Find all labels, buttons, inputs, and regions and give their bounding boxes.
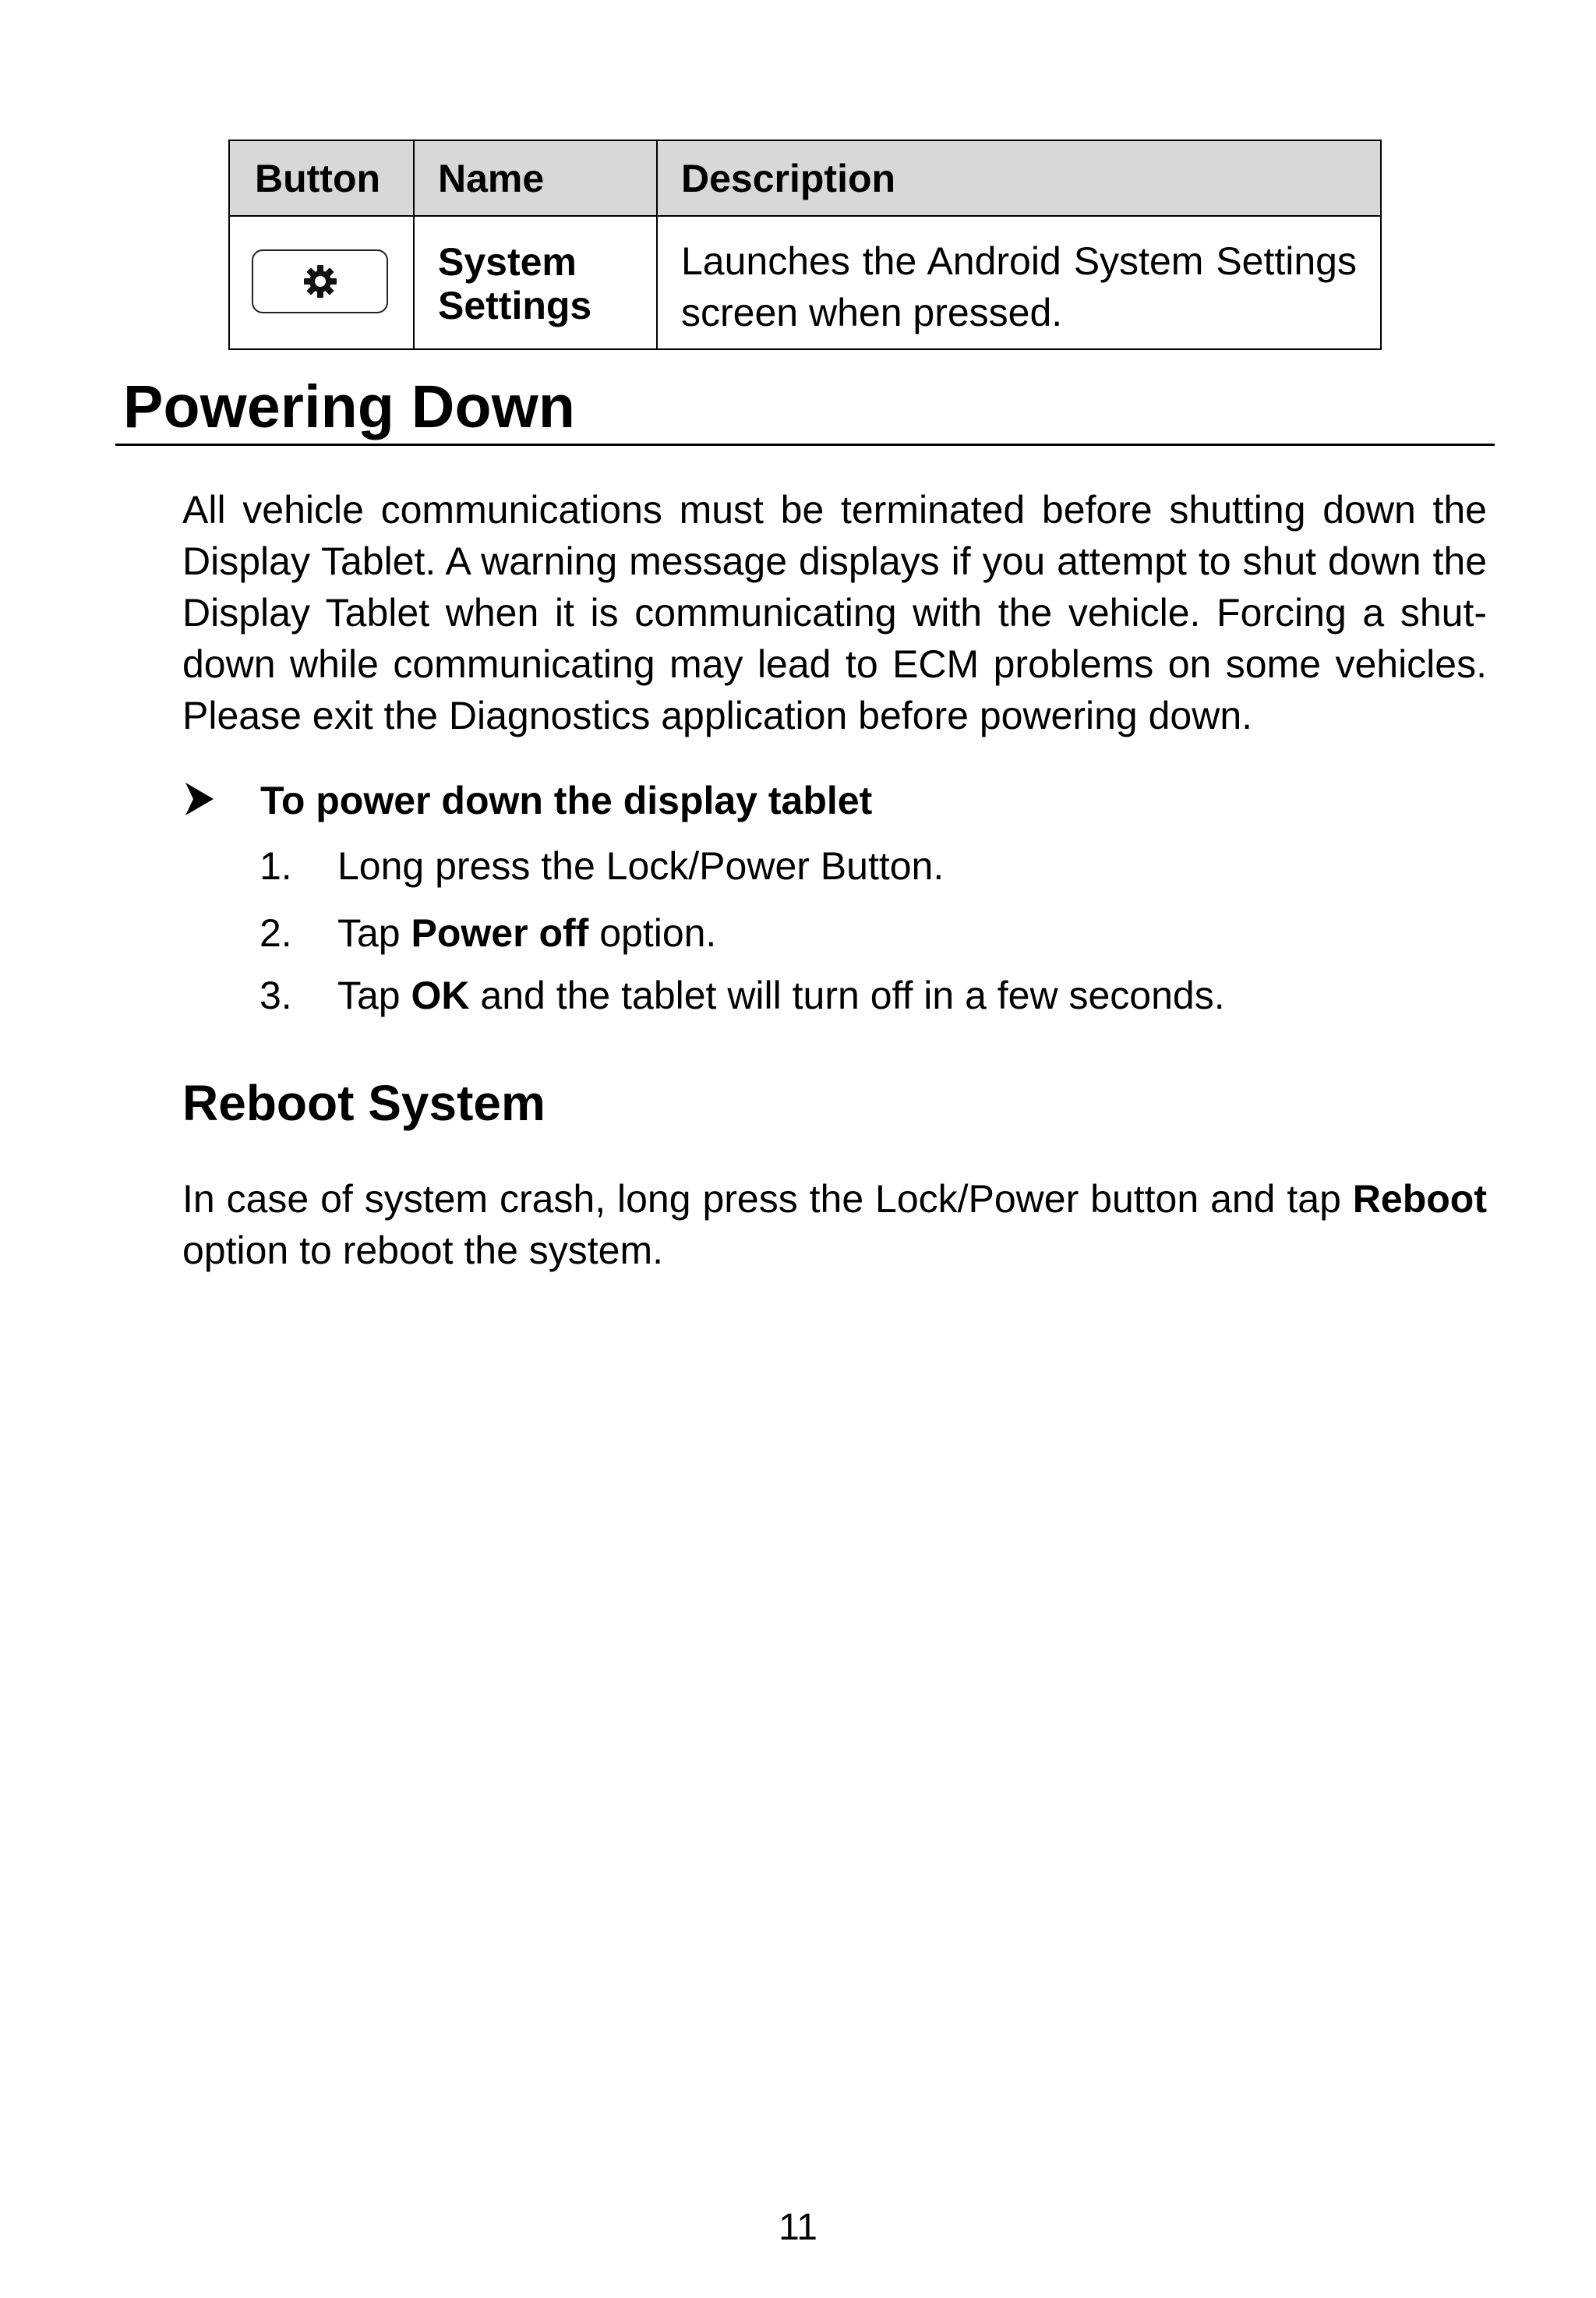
cell-description: Launches the Android System Settings screen when pressed. xyxy=(657,216,1381,349)
button-table xyxy=(228,140,1382,350)
reboot-paragraph: In case of system crash, long press the Lock/Power button and tap Reboot option to reboot the system. xyxy=(182,1177,1487,1272)
subsection-title: Reboot System xyxy=(182,1075,546,1131)
header-button: Button xyxy=(229,140,414,216)
table-header-row xyxy=(229,140,1381,216)
intro-paragraph: All vehicle communications must be terminated before shutting down the Display Tablet. A warning message displays if you attempt to shut down the Display Tablet when it is communicating with the vehicle. Forcing a shut-down while communicating may lead to ECM problems on some vehicles. Please exit the Diagnostics application before powering down. xyxy=(182,488,1487,737)
ok-label: OK xyxy=(411,974,470,1017)
header-name: Name xyxy=(414,140,657,216)
gear-icon xyxy=(303,264,337,299)
procedure-title: To power down the display tablet xyxy=(260,779,873,822)
step-text: Long press the Lock/Power Button. xyxy=(337,844,945,888)
step-number: 2. xyxy=(260,911,292,955)
procedure-heading xyxy=(184,775,1431,826)
page-number: 11 xyxy=(779,2207,817,2248)
name-line-1: System xyxy=(438,240,577,285)
system-settings-button[interactable] xyxy=(252,249,388,313)
step-number: 3. xyxy=(260,974,292,1017)
heading-rule xyxy=(115,444,1495,446)
header-description: Description xyxy=(657,140,1381,216)
arrowhead-bullet-icon xyxy=(184,781,215,817)
section-title: Powering Down xyxy=(123,373,576,440)
cell-name xyxy=(414,216,657,349)
table-row xyxy=(229,216,1381,349)
step-number: 1. xyxy=(260,844,292,888)
power-off-label: Power off xyxy=(411,911,589,955)
step-text: Tap Power off option. xyxy=(337,911,717,955)
reboot-label: Reboot xyxy=(1352,1177,1487,1221)
step-text: Tap OK and the tablet will turn off in a few seconds. xyxy=(337,974,1225,1017)
cell-button xyxy=(229,216,414,349)
name-line-2: Settings xyxy=(438,284,592,328)
